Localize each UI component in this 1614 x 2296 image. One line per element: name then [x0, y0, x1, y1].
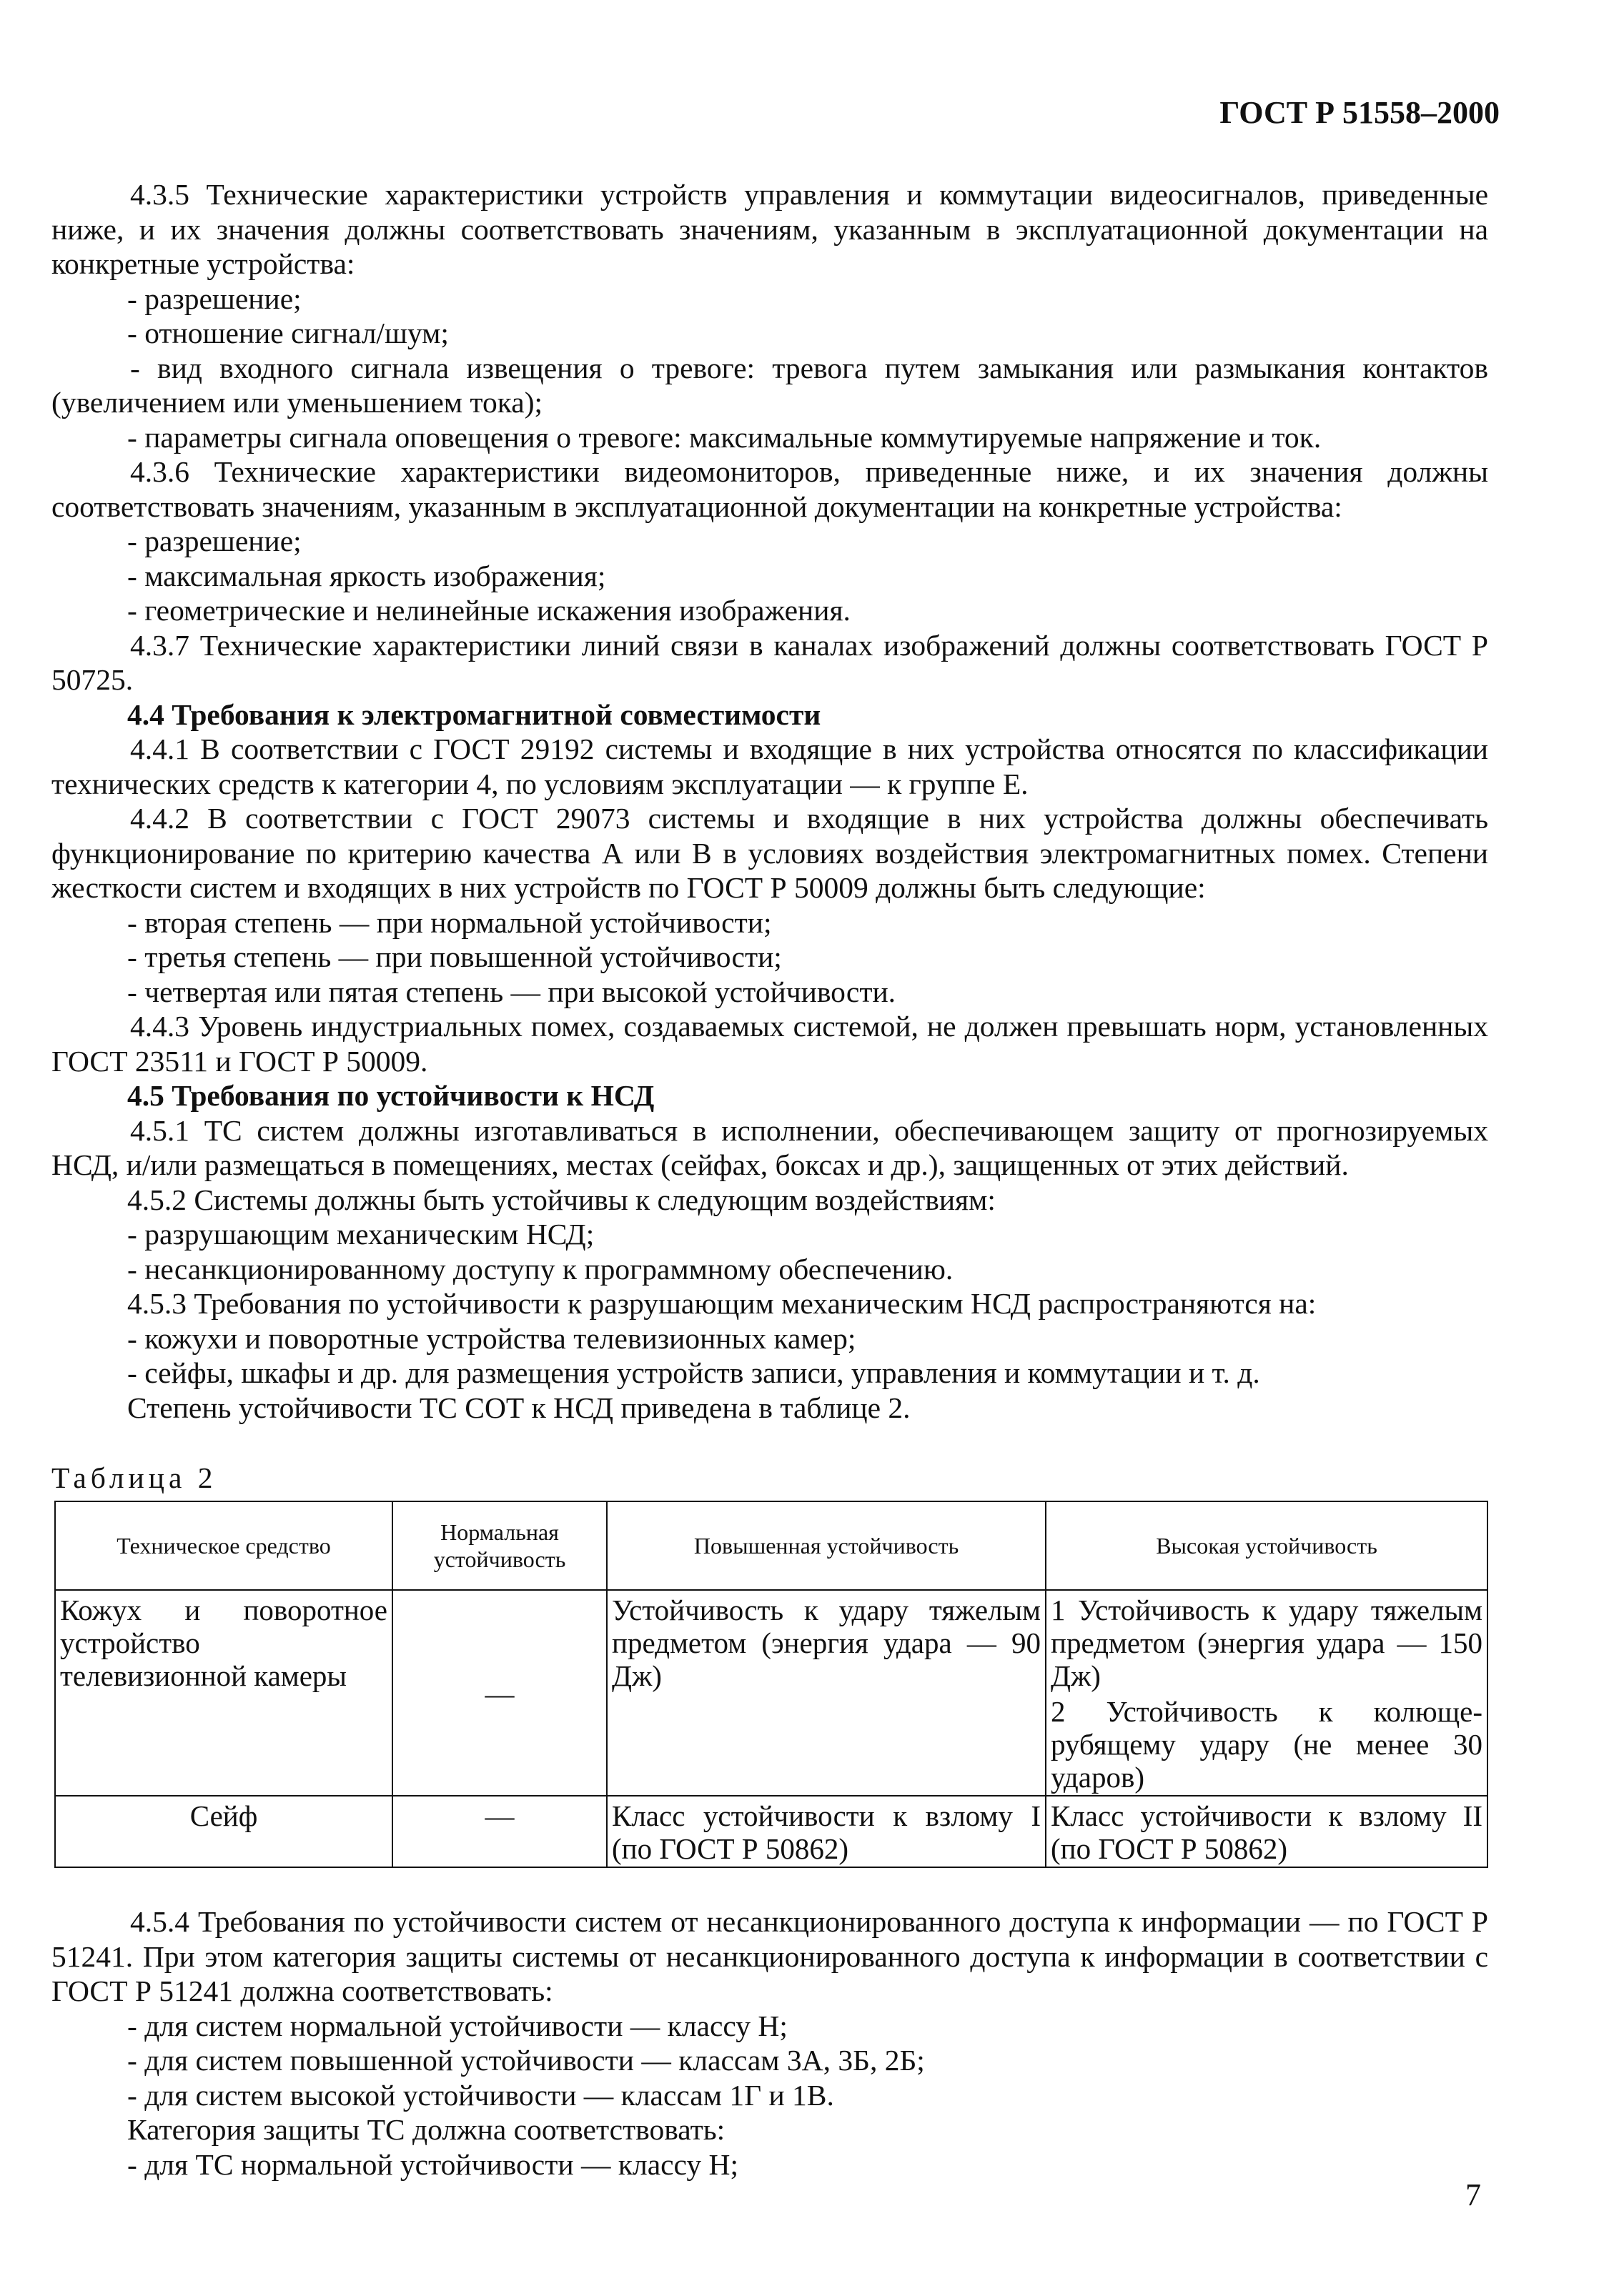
section-heading: 4.4 Требования к электромагнитной совместимости	[127, 697, 821, 731]
cell-high	[1046, 1796, 1487, 1867]
table-header-row	[55, 1501, 1487, 1590]
column-header-device: Техническое средство	[55, 1501, 392, 1590]
cell-text: —	[485, 1677, 515, 1710]
paragraph: Категория защиты ТС должна соответствовать:	[127, 2113, 726, 2146]
list-item: - разрушающим механическим НСД;	[127, 1218, 595, 1251]
cell-device	[55, 1590, 392, 1796]
list-item: - для ТС нормальной устойчивости — классу Н;	[127, 2147, 739, 2181]
list-item: - четвертая или пятая степень — при высокой устойчивости.	[127, 975, 896, 1008]
paragraph: 4.4.3 Уровень индустриальных помех, создаваемых системой, не должен превышать норм, установленных ГОСТ 23511 и ГОСТ Р 50009.	[51, 1010, 1488, 1078]
paragraph: 4.3.6 Технические характеристики видеомониторов, приведенные ниже, и их значения должны соответствовать значениям, указанным в эксплуатационной документации на конкретные устройства:	[51, 455, 1488, 523]
cell-elevated	[607, 1796, 1046, 1867]
paragraph: 4.3.5 Технические характеристики устройств управления и коммутации видеосигналов, приведенные ниже, и их значения должны соответствовать значениям, указанным в эксплуатационной документации на конкретные устройства:	[51, 178, 1488, 280]
cell-text: 1 Устойчивость к удару тяжелым предметом (энергия удара — 150 Дж)	[1051, 1594, 1482, 1692]
list-item: - разрешение;	[127, 282, 302, 315]
paragraph: 4.5.3 Требования по устойчивости к разрушающим механическим НСД распространяются на:	[127, 1287, 1317, 1320]
table-row	[55, 1796, 1487, 1867]
cell-text: Сейф	[189, 1799, 258, 1832]
list-item: - сейфы, шкафы и др. для размещения устройств записи, управления и коммутации и т. д.	[127, 1356, 1260, 1389]
cell-device	[55, 1796, 392, 1867]
list-item: - максимальная яркость изображения;	[127, 559, 606, 592]
section-heading: 4.5 Требования по устойчивости к НСД	[127, 1079, 655, 1112]
cell-text: Устойчивость к удару тяжелым предметом (энергия удара — 90 Дж)	[612, 1594, 1041, 1692]
column-header-normal: Нормальная устойчивость	[392, 1501, 607, 1590]
body-text	[51, 177, 1488, 1425]
list-item: - несанкционированному доступу к программному обеспечению.	[127, 1252, 954, 1286]
body-text-after-table	[51, 1904, 1488, 2182]
cell-text: 2 Устойчивость к колюще-рубящему удару (не менее 30 ударов)	[1051, 1695, 1482, 1794]
paragraph: 4.4.1 В соответствии с ГОСТ 29192 системы и входящие в них устройства относятся по классификации технических средств к категории 4, по условиям эксплуатации — к группе Е.	[51, 732, 1488, 800]
paragraph: 4.5.4 Требования по устойчивости систем от несанкционированного доступа к информации — по ГОСТ Р 51241. При этом категория защиты системы от несанкционированного доступа к информации в соответствии с ГОСТ Р 51241 должна соответствовать:	[51, 1905, 1488, 2007]
cell-text: Класс устойчивости к взлому II (по ГОСТ Р 50862)	[1051, 1799, 1482, 1865]
cell-text: Кожух и поворотное устройство телевизионной камеры	[60, 1594, 387, 1692]
paragraph: Степень устойчивости ТС СОТ к НСД приведена в таблице 2.	[127, 1391, 911, 1424]
list-item: - вид входного сигнала извещения о тревоге: тревога путем замыкания или размыкания контактов (увеличением или уменьшением тока);	[51, 351, 1488, 419]
standard-code-header: ГОСТ Р 51558–2000	[1219, 95, 1500, 130]
table-2	[54, 1501, 1488, 1868]
column-header-high: Высокая устойчивость	[1046, 1501, 1487, 1590]
cell-normal	[392, 1590, 607, 1796]
column-header-elevated: Повышенная устойчивость	[607, 1501, 1046, 1590]
paragraph: 4.3.7 Технические характеристики линий связи в каналах изображений должны соответствовать ГОСТ Р 50725.	[51, 628, 1488, 696]
table-row	[55, 1590, 1487, 1796]
paragraph: 4.5.2 Системы должны быть устойчивы к следующим воздействиям:	[127, 1183, 996, 1216]
page-number: 7	[1465, 2177, 1481, 2212]
cell-normal	[392, 1796, 607, 1867]
table-caption: Таблица 2	[51, 1461, 217, 1494]
list-item: - кожухи и поворотные устройства телевизионных камер;	[127, 1321, 856, 1355]
list-item: - для систем нормальной устойчивости — классу Н;	[127, 2009, 788, 2042]
list-item: - третья степень — при повышенной устойчивости;	[127, 940, 782, 973]
paragraph: 4.5.1 ТС систем должны изготавливаться в исполнении, обеспечивающем защиту от прогнозируемых НСД, и/или размещаться в помещениях, местах (сейфах, боксах и др.), защищенных от этих действий.	[51, 1113, 1488, 1181]
cell-elevated	[607, 1590, 1046, 1796]
list-item: - для систем высокой устойчивости — классам 1Г и 1В.	[127, 2078, 834, 2112]
list-item: - для систем повышенной устойчивости — классам 3А, 3Б, 2Б;	[127, 2044, 925, 2077]
cell-text: —	[485, 1799, 515, 1832]
list-item: - вторая степень — при нормальной устойчивости;	[127, 905, 772, 939]
cell-high	[1046, 1590, 1487, 1796]
list-item: - параметры сигнала оповещения о тревоге: максимальные коммутируемые напряжение и ток.	[127, 420, 1322, 454]
list-item: - геометрические и нелинейные искажения изображения.	[127, 594, 851, 627]
cell-text: Класс устойчивости к взлому I (по ГОСТ Р 50862)	[612, 1799, 1041, 1865]
list-item: - разрешение;	[127, 525, 302, 557]
list-item: - отношение сигнал/шум;	[127, 317, 449, 349]
paragraph: 4.4.2 В соответствии с ГОСТ 29073 системы и входящие в них устройства должны обеспечивать функционирование по критерию качества А или В в условиях воздействия электромагнитных помех. Степени жесткости систем и входящих в них устройств по ГОСТ Р 50009 должны быть следующие:	[51, 802, 1488, 904]
